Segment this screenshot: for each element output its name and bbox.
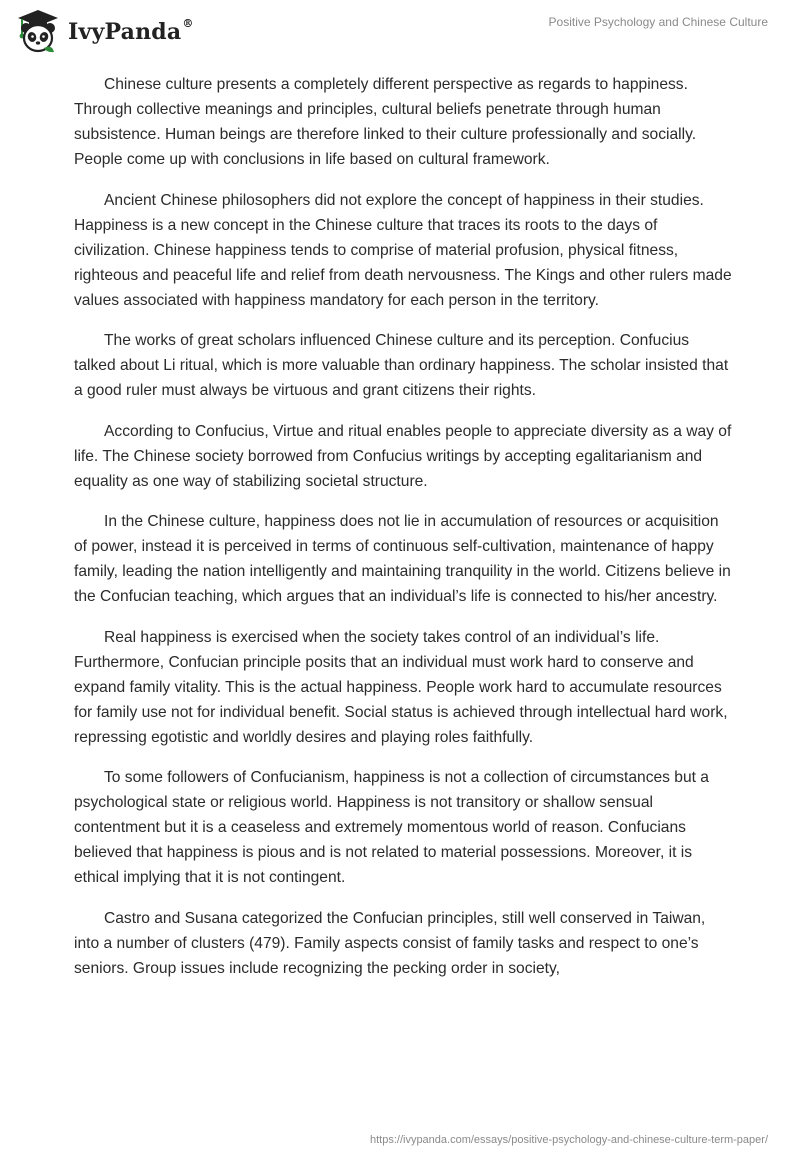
essay-paragraph: Real happiness is exercised when the society takes control of an individual’s life. Furthermore, Confucian principle posits that an individual must work hard to conserve and expand family vitality. This is the actual happiness. People work hard to accumulate resources for family use not for individual benefit. Social status is achieved through intellectual hard work, repressing egotistic and worldly desires and playing roles faithfully. xyxy=(74,628,728,746)
source-url[interactable]: https://ivypanda.com/essays/positive-psychology-and-chinese-culture-term-paper/ xyxy=(369,1134,768,1146)
essay-paragraph: The works of great scholars influenced Chinese culture and its perception. Confucius talked about Li ritual, which is more valuable than ordinary happiness. The scholar insisted that a good ruler must always be virtuous and grant citizens their rights. xyxy=(74,332,729,399)
essay-paragraph: Castro and Susana categorized the Confucian principles, still well conserved in Taiwan, into a number of clusters (479). Family aspects consist of family tasks and respect to one’s seniors. Group issues include recognizing the pecking order in society, xyxy=(74,909,706,977)
panda-graduate-icon xyxy=(14,8,62,54)
essay-body xyxy=(74,72,734,996)
page-header xyxy=(0,0,800,70)
logo-wordmark: IvyPanda® xyxy=(68,16,194,45)
essay-paragraph: To some followers of Confucianism, happiness is not a collection of circumstances but a psychological state or religious world. Happiness is not transitory or shallow sensual contentment but it is a ceaseless and extremely momentous world of reason. Confucians believed that happiness is pious and is not related to material possessions. Moreover, it is ethical implying that it is not contingent. xyxy=(74,769,709,886)
essay-paragraph: In the Chinese culture, happiness does not lie in accumulation of resources or acquisition of power, instead it is perceived in terms of continuous self-cultivation, maintenance of happy family, leading the nation intelligently and maintaining tranquility in the world. Citizens believe in the Confucian teaching, which argues that an individual’s life is connected to his/her ancestry. xyxy=(74,513,731,605)
essay-paragraph: Chinese culture presents a completely different perspective as regards to happiness. Through collective meanings and principles, cultural beliefs penetrate through human subsistence. Human beings are therefore linked to their culture professionally and socially. People come up with conclusions in life based on cultural framework. xyxy=(74,76,697,168)
ivypanda-logo[interactable] xyxy=(14,8,194,54)
essay-paragraph: According to Confucius, Virtue and ritual enables people to appreciate diversity as a way of life. The Chinese society borrowed from Confucius writings by accepting egalitarianism and equality as one way of stabilizing societal structure. xyxy=(74,422,732,490)
document-title: Positive Psychology and Chinese Culture xyxy=(548,15,768,29)
essay-paragraph: Ancient Chinese philosophers did not explore the concept of happiness in their studies. Happiness is a new concept in the Chinese culture that traces its roots to the days of civilization. Chinese happiness tends to comprise of material profusion, physical fitness, righteous and peaceful life and relief from death nervousness. The Kings and other rulers made values associated with happiness mandatory for each person in the territory. xyxy=(74,191,732,309)
